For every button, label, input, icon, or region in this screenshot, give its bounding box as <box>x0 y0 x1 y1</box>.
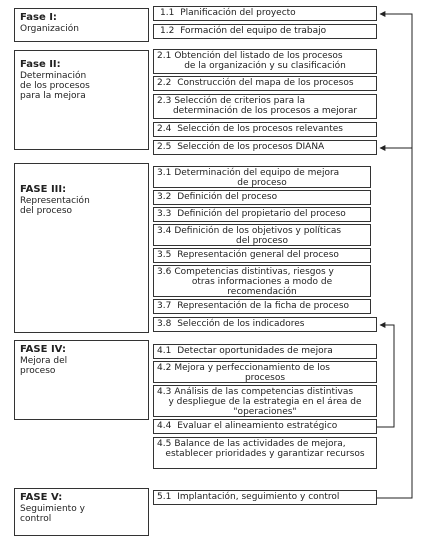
step-number: 3.5 <box>157 250 172 260</box>
step-label: Selección de los indicadores <box>177 319 305 329</box>
step-number: 3.3 <box>157 209 172 219</box>
step-label: Construcción del mapa de los procesos <box>177 78 354 88</box>
step-number: 4.5 <box>157 439 172 449</box>
step-label: Mejora y perfeccionamiento de los <box>174 363 330 373</box>
step-label-cont: establecer prioridades y garantizar recursos <box>165 449 365 459</box>
step-label: Selección de criterios para la <box>174 96 305 106</box>
step-label-cont: procesos <box>244 373 286 383</box>
step-label: Formación del equipo de trabajo <box>180 26 327 36</box>
step-label: Determinación del equipo de mejora <box>174 168 340 178</box>
step-number: 3.6 <box>157 267 172 277</box>
phase-title: FASE III: <box>20 184 67 195</box>
step-label: Competencias distintivas, riesgos y <box>174 267 334 277</box>
loop-arrow-4-4-to-3-8 <box>377 325 394 427</box>
step-label-cont: de proceso <box>237 178 287 188</box>
step-number: 3.2 <box>157 192 172 202</box>
step-label: Obtención del listado de los procesos <box>174 51 343 61</box>
step-label: Representación general del proceso <box>177 250 339 260</box>
step-number: 1.1 <box>160 8 175 18</box>
step-number: 2.2 <box>157 78 172 88</box>
step-number: 4.4 <box>157 421 172 431</box>
step-label-cont: del proceso <box>235 236 288 246</box>
phase-subtitle: Seguimiento y control <box>20 504 85 524</box>
step-number: 3.7 <box>157 301 172 311</box>
step-number: 2.3 <box>157 96 172 106</box>
phase-subtitle: Organización <box>20 24 79 34</box>
phase-title: FASE IV: <box>20 344 66 355</box>
step-label: Implantación, seguimiento y control <box>177 492 340 502</box>
step-label: Selección de los procesos DIANA <box>177 142 325 152</box>
step-label: Definición del propietario del proceso <box>177 209 346 219</box>
step-label-cont: y despliegue de la estrategia en el área de "operaciones" <box>168 397 362 417</box>
step-number: 5.1 <box>157 492 172 502</box>
step-number: 4.1 <box>157 346 172 356</box>
step-label: Representación de la ficha de proceso <box>177 301 350 311</box>
step-number: 4.3 <box>157 387 172 397</box>
step-label-cont: determinación de los procesos a mejorar <box>172 106 358 116</box>
step-label: Detectar oportunidades de mejora <box>177 346 333 356</box>
step-label-cont: otras informaciones a modo de recomendación <box>191 277 333 297</box>
step-label-cont: de la organización y su clasificación <box>184 61 346 71</box>
step-label: Selección de los procesos relevantes <box>177 124 343 134</box>
step-number: 4.2 <box>157 363 172 373</box>
step-label: Balance de las actividades de mejora, <box>174 439 346 449</box>
step-label: Definición del proceso <box>177 192 278 202</box>
step-number: 2.5 <box>157 142 172 152</box>
step-label: Definición de los objetivos y políticas <box>174 226 342 236</box>
step-number: 1.2 <box>160 26 175 36</box>
step-number: 3.4 <box>157 226 172 236</box>
step-label: Planificación del proyecto <box>180 8 296 18</box>
step-label: Evaluar el alineamiento estratégico <box>177 421 338 431</box>
step-label: Análisis de las competencias distintivas <box>174 387 354 397</box>
phase-title: Fase I: <box>20 12 57 23</box>
step-number: 2.1 <box>157 51 172 61</box>
phase-subtitle: Representación del proceso <box>20 196 90 216</box>
phase-subtitle: Mejora del proceso <box>20 356 68 376</box>
phase-subtitle: Determinación de los procesos para la mejora <box>20 71 90 101</box>
step-number: 3.1 <box>157 168 172 178</box>
phase-title: Fase II: <box>20 59 61 70</box>
step-number: 3.8 <box>157 319 172 329</box>
step-number: 2.4 <box>157 124 172 134</box>
phase-title: FASE V: <box>20 492 63 503</box>
